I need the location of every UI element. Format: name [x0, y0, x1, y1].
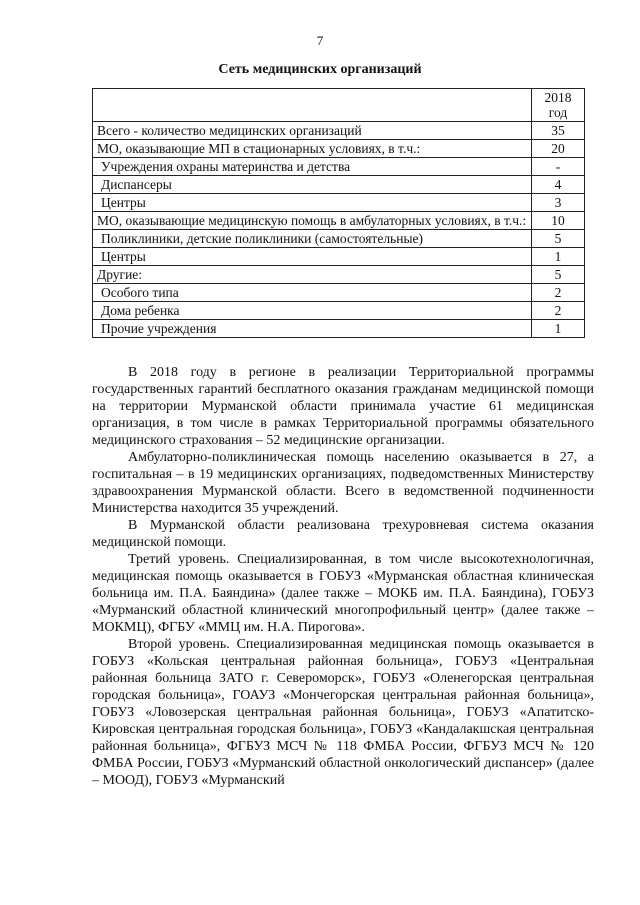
table-row	[93, 158, 585, 176]
paragraph: Амбулаторно-поликлиническая помощь населению оказывается в 27, а госпитальная – в 19 медицинских организациях, подведомственных Министерству здравоохранения Мурманской области. Всего в ведомственной подчиненности Министерства находится 35 учреждений.	[92, 450, 594, 516]
table-row	[93, 320, 585, 338]
row-label: Дома ребенка	[93, 302, 532, 320]
table-row	[93, 284, 585, 302]
row-value: 35	[532, 122, 585, 140]
organizations-table	[92, 88, 585, 338]
row-label: Поликлиники, детские поликлиники (самостоятельные)	[93, 230, 532, 248]
row-value: 5	[532, 266, 585, 284]
table-header-empty-cell	[93, 89, 532, 122]
row-label: Всего - количество медицинских организаций	[93, 122, 532, 140]
table-header-row	[93, 89, 585, 122]
paragraph: В 2018 году в регионе в реализации Территориальной программы государственных гарантий бесплатного оказания гражданам медицинской помощи на территории Мурманской области принимала участие 61 медицинская организация, в том числе в рамках Территориальной программы обязательного медицинского страхования – 52 медицинские организации.	[92, 365, 594, 448]
row-label: Центры	[93, 194, 532, 212]
row-value: 10	[532, 212, 585, 230]
table-row	[93, 212, 585, 230]
row-label: МО, оказывающие медицинскую помощь в амбулаторных условиях, в т.ч.:	[93, 212, 532, 230]
row-label: Учреждения охраны материнства и детства	[93, 158, 532, 176]
row-value: 3	[532, 194, 585, 212]
table-row	[93, 266, 585, 284]
table-row	[93, 122, 585, 140]
row-label: Особого типа	[93, 284, 532, 302]
row-label: Диспансеры	[93, 176, 532, 194]
row-label: Центры	[93, 248, 532, 266]
row-label: Другие:	[93, 266, 532, 284]
row-value: 1	[532, 248, 585, 266]
table-title: Сеть медицинских организаций	[218, 62, 422, 77]
table-row	[93, 248, 585, 266]
table-row	[93, 194, 585, 212]
row-value: 5	[532, 230, 585, 248]
table-row	[93, 140, 585, 158]
row-label: МО, оказывающие МП в стационарных условиях, в т.ч.:	[93, 140, 532, 158]
row-value: -	[532, 158, 585, 176]
body-text	[92, 364, 594, 789]
page-number: 7	[316, 33, 324, 48]
table-header-year: 2018 год	[532, 89, 585, 122]
row-value: 2	[532, 302, 585, 320]
row-value: 1	[532, 320, 585, 338]
paragraph: Второй уровень. Специализированная медицинская помощь оказывается в ГОБУЗ «Кольская центральная районная больница», ГОБУЗ «Центральная районная больница ЗАТО г. Североморск», ГОБУЗ «Оленегорская центральная городская больница», ГОАУЗ «Мончегорская центральная районная больница», ГОБУЗ «Ловозерская центральная районная больница», ГОБУЗ «Апатитско-Кировская центральная городская больница», ГОБУЗ «Кандалакшская центральная районная больница», ФГБУЗ МСЧ № 118 ФМБА России, ФГБУЗ МСЧ № 120 ФМБА России, ГОБУЗ «Мурманский областной онкологический диспансер» (далее – МООД), ГОБУЗ «Мурманский	[92, 637, 594, 788]
row-value: 20	[532, 140, 585, 158]
table-row	[93, 230, 585, 248]
row-label: Прочие учреждения	[93, 320, 532, 338]
row-value: 2	[532, 284, 585, 302]
row-value: 4	[532, 176, 585, 194]
table-row	[93, 302, 585, 320]
paragraph: Третий уровень. Специализированная, в том числе высокотехнологичная, медицинская помощь оказывается в ГОБУЗ «Мурманская областная клиническая больница им. П.А. Баяндина» (далее также – МОКБ им. П.А. Баяндина), ГОБУЗ «Мурманский областной клинический многопрофильный центр» (далее также – МОКМЦ), ФГБУ «ММЦ им. Н.А. Пирогова».	[92, 552, 594, 635]
table-row	[93, 176, 585, 194]
paragraph: В Мурманской области реализована трехуровневая система оказания медицинской помощи.	[92, 518, 594, 550]
